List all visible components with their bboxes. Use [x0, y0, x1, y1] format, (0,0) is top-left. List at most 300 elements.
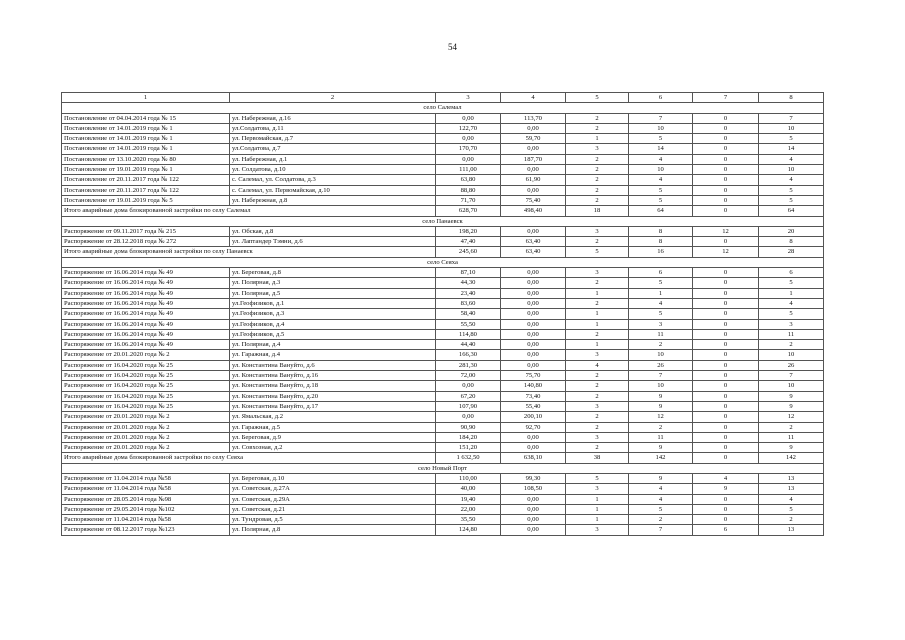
- value-cell: 5: [759, 185, 824, 195]
- address-cell: ул. Константина Вануйто, д.6: [230, 360, 436, 370]
- address-cell: ул.Геофизиков, д.4: [230, 319, 436, 329]
- total-value: 628,70: [436, 206, 501, 216]
- value-cell: 75,40: [501, 195, 566, 205]
- value-cell: 2: [566, 422, 629, 432]
- value-cell: 99,30: [501, 473, 566, 483]
- value-cell: 2: [566, 237, 629, 247]
- total-value: 63,40: [501, 247, 566, 257]
- value-cell: 5: [629, 134, 693, 144]
- table-row: [62, 319, 824, 329]
- value-cell: 8: [629, 237, 693, 247]
- value-cell: 0,00: [501, 515, 566, 525]
- value-cell: 111,00: [436, 165, 501, 175]
- document-cell: Распоряжение от 16.06.2014 года № 49: [62, 319, 230, 329]
- section-row: [62, 257, 824, 267]
- value-cell: 114,80: [436, 329, 501, 339]
- value-cell: 0: [693, 340, 759, 350]
- value-cell: 73,40: [501, 391, 566, 401]
- table-row: [62, 360, 824, 370]
- table-row: [62, 134, 824, 144]
- value-cell: 2: [566, 412, 629, 422]
- value-cell: 4: [759, 175, 824, 185]
- value-cell: 0,00: [501, 165, 566, 175]
- table-row: [62, 422, 824, 432]
- value-cell: 2: [629, 515, 693, 525]
- value-cell: 4: [629, 154, 693, 164]
- document-cell: Распоряжение от 16.06.2014 года № 49: [62, 298, 230, 308]
- value-cell: 5: [759, 195, 824, 205]
- value-cell: 58,40: [436, 309, 501, 319]
- table-row: [62, 278, 824, 288]
- value-cell: 2: [566, 443, 629, 453]
- value-cell: 67,20: [436, 391, 501, 401]
- value-cell: 0,00: [501, 309, 566, 319]
- value-cell: 140,80: [501, 381, 566, 391]
- table-row: [62, 350, 824, 360]
- value-cell: 11: [759, 432, 824, 442]
- value-cell: 2: [566, 381, 629, 391]
- table-row: [62, 309, 824, 319]
- value-cell: 0,00: [501, 319, 566, 329]
- value-cell: 0: [693, 391, 759, 401]
- table-row: [62, 165, 824, 175]
- value-cell: 3: [566, 432, 629, 442]
- total-row: [62, 247, 824, 257]
- value-cell: 61,90: [501, 175, 566, 185]
- value-cell: 14: [759, 144, 824, 154]
- table-row: [62, 113, 824, 123]
- value-cell: 5: [759, 278, 824, 288]
- value-cell: 0,00: [501, 525, 566, 535]
- value-cell: 2: [566, 113, 629, 123]
- value-cell: 40,00: [436, 484, 501, 494]
- value-cell: 9: [759, 391, 824, 401]
- address-cell: ул. Лаптандер Тэмни, д.6: [230, 237, 436, 247]
- value-cell: 0,00: [501, 123, 566, 133]
- value-cell: 2: [566, 195, 629, 205]
- value-cell: 1: [566, 309, 629, 319]
- document-cell: Постановление от 19.01.2019 года № 5: [62, 195, 230, 205]
- value-cell: 0: [693, 113, 759, 123]
- section-row: [62, 216, 824, 226]
- value-cell: 0,00: [501, 329, 566, 339]
- table-row: [62, 473, 824, 483]
- value-cell: 4: [759, 494, 824, 504]
- value-cell: 108,50: [501, 484, 566, 494]
- document-cell: Распоряжение от 11.04.2014 года №58: [62, 484, 230, 494]
- value-cell: 4: [629, 175, 693, 185]
- value-cell: 11: [759, 329, 824, 339]
- document-cell: Распоряжение от 20.01.2020 года № 2: [62, 412, 230, 422]
- section-title: село Новый Порт: [62, 463, 824, 473]
- value-cell: 10: [759, 123, 824, 133]
- address-cell: с. Салемал, ул. Солдатова, д.3: [230, 175, 436, 185]
- value-cell: 0,00: [501, 268, 566, 278]
- total-value: 28: [759, 247, 824, 257]
- address-cell: ул. Полярная, д.4: [230, 340, 436, 350]
- value-cell: 88,80: [436, 185, 501, 195]
- value-cell: 0: [693, 268, 759, 278]
- value-cell: 3: [566, 401, 629, 411]
- value-cell: 9: [629, 443, 693, 453]
- document-cell: Распоряжение от 16.06.2014 года № 49: [62, 340, 230, 350]
- document-cell: Распоряжение от 16.06.2014 года № 49: [62, 288, 230, 298]
- column-number: 7: [693, 93, 759, 103]
- document-cell: Распоряжение от 20.01.2020 года № 2: [62, 422, 230, 432]
- value-cell: 4: [629, 484, 693, 494]
- value-cell: 2: [759, 422, 824, 432]
- value-cell: 1: [629, 288, 693, 298]
- column-number: 3: [436, 93, 501, 103]
- address-cell: ул. Полярная, д.8: [230, 525, 436, 535]
- value-cell: 10: [759, 165, 824, 175]
- value-cell: 44,40: [436, 340, 501, 350]
- address-cell: ул. Советская, д.21: [230, 504, 436, 514]
- table-row: [62, 432, 824, 442]
- total-label: Итого аварийные дома блокированной застройки по селу Сеяха: [62, 453, 436, 463]
- value-cell: 71,70: [436, 195, 501, 205]
- address-cell: ул. Константина Вануйто, д.17: [230, 401, 436, 411]
- table-row: [62, 484, 824, 494]
- value-cell: 0,00: [501, 443, 566, 453]
- value-cell: 0,00: [501, 298, 566, 308]
- value-cell: 0: [693, 329, 759, 339]
- value-cell: 92,70: [501, 422, 566, 432]
- value-cell: 0,00: [436, 154, 501, 164]
- table-row: [62, 237, 824, 247]
- value-cell: 26: [759, 360, 824, 370]
- table-row: [62, 443, 824, 453]
- value-cell: 0,00: [501, 144, 566, 154]
- value-cell: 4: [759, 154, 824, 164]
- table-row: [62, 123, 824, 133]
- document-cell: Распоряжение от 11.04.2014 года №58: [62, 473, 230, 483]
- value-cell: 10: [629, 350, 693, 360]
- column-number: 8: [759, 93, 824, 103]
- value-cell: 2: [759, 515, 824, 525]
- total-label: Итого аварийные дома блокированной застройки по селу Салемал: [62, 206, 436, 216]
- value-cell: 2: [759, 340, 824, 350]
- value-cell: 0,00: [501, 432, 566, 442]
- total-value: 142: [759, 453, 824, 463]
- table-row: [62, 154, 824, 164]
- value-cell: 0,00: [501, 185, 566, 195]
- document-cell: Распоряжение от 16.04.2020 года № 25: [62, 371, 230, 381]
- value-cell: 4: [566, 360, 629, 370]
- table-row: [62, 525, 824, 535]
- value-cell: 11: [629, 432, 693, 442]
- value-cell: 184,20: [436, 432, 501, 442]
- address-cell: ул.Солдатова, д.7: [230, 144, 436, 154]
- value-cell: 4: [629, 494, 693, 504]
- value-cell: 2: [566, 175, 629, 185]
- value-cell: 0,00: [501, 226, 566, 236]
- value-cell: 5: [629, 309, 693, 319]
- value-cell: 0: [693, 422, 759, 432]
- value-cell: 1: [566, 515, 629, 525]
- table-row: [62, 144, 824, 154]
- value-cell: 5: [629, 195, 693, 205]
- document-cell: Распоряжение от 28.12.2018 года № 272: [62, 237, 230, 247]
- total-value: 638,10: [501, 453, 566, 463]
- value-cell: 10: [759, 381, 824, 391]
- document-cell: Постановление от 14.01.2019 года № 1: [62, 134, 230, 144]
- document-cell: Распоряжение от 20.01.2020 года № 2: [62, 443, 230, 453]
- table-row: [62, 288, 824, 298]
- value-cell: 10: [629, 381, 693, 391]
- value-cell: 0: [693, 309, 759, 319]
- value-cell: 0: [693, 494, 759, 504]
- value-cell: 22,00: [436, 504, 501, 514]
- value-cell: 151,20: [436, 443, 501, 453]
- value-cell: 13: [759, 473, 824, 483]
- value-cell: 166,30: [436, 350, 501, 360]
- table-row: [62, 412, 824, 422]
- value-cell: 0,00: [436, 412, 501, 422]
- total-value: 16: [629, 247, 693, 257]
- value-cell: 2: [629, 422, 693, 432]
- document-cell: Распоряжение от 09.11.2017 года № 215: [62, 226, 230, 236]
- section-row: [62, 463, 824, 473]
- value-cell: 0,00: [501, 504, 566, 514]
- value-cell: 0: [693, 515, 759, 525]
- value-cell: 0: [693, 504, 759, 514]
- value-cell: 0: [693, 237, 759, 247]
- value-cell: 0: [693, 298, 759, 308]
- section-row: [62, 103, 824, 113]
- value-cell: 3: [759, 319, 824, 329]
- value-cell: 5: [566, 473, 629, 483]
- value-cell: 110,00: [436, 473, 501, 483]
- value-cell: 0: [693, 350, 759, 360]
- column-number-row: [62, 93, 824, 103]
- address-cell: ул. Ямальская, д.2: [230, 412, 436, 422]
- document-cell: Распоряжение от 16.06.2014 года № 49: [62, 268, 230, 278]
- value-cell: 0: [693, 319, 759, 329]
- value-cell: 12: [759, 412, 824, 422]
- value-cell: 6: [629, 268, 693, 278]
- address-cell: ул. Тундровая, д.5: [230, 515, 436, 525]
- table-row: [62, 268, 824, 278]
- value-cell: 44,30: [436, 278, 501, 288]
- value-cell: 0,00: [436, 134, 501, 144]
- table-row: [62, 391, 824, 401]
- total-value: 18: [566, 206, 629, 216]
- address-cell: ул. Полярная, д.5: [230, 288, 436, 298]
- address-cell: ул. Гаражная, д.5: [230, 422, 436, 432]
- document-cell: Распоряжение от 16.06.2014 года № 49: [62, 309, 230, 319]
- value-cell: 0,00: [501, 340, 566, 350]
- value-cell: 75,70: [501, 371, 566, 381]
- value-cell: 10: [759, 350, 824, 360]
- document-cell: Постановление от 14.01.2019 года № 1: [62, 144, 230, 154]
- document-cell: Постановление от 20.11.2017 года № 122: [62, 175, 230, 185]
- document-cell: Распоряжение от 20.01.2020 года № 2: [62, 432, 230, 442]
- column-number: 2: [230, 93, 436, 103]
- value-cell: 1: [566, 504, 629, 514]
- value-cell: 14: [629, 144, 693, 154]
- value-cell: 47,40: [436, 237, 501, 247]
- value-cell: 0: [693, 412, 759, 422]
- value-cell: 0,00: [436, 381, 501, 391]
- address-cell: ул. Константина Вануйто, д.18: [230, 381, 436, 391]
- column-number: 1: [62, 93, 230, 103]
- value-cell: 63,80: [436, 175, 501, 185]
- total-value: 1 632,50: [436, 453, 501, 463]
- document-cell: Распоряжение от 16.04.2020 года № 25: [62, 360, 230, 370]
- value-cell: 1: [566, 340, 629, 350]
- value-cell: 0: [693, 134, 759, 144]
- value-cell: 83,60: [436, 298, 501, 308]
- address-cell: ул.Геофизиков, д.1: [230, 298, 436, 308]
- value-cell: 13: [759, 484, 824, 494]
- page-number: 54: [448, 42, 457, 52]
- table-row: [62, 340, 824, 350]
- value-cell: 0: [693, 175, 759, 185]
- total-value: 245,60: [436, 247, 501, 257]
- section-title: село Сеяха: [62, 257, 824, 267]
- table-row: [62, 504, 824, 514]
- table-row: [62, 195, 824, 205]
- value-cell: 5: [629, 278, 693, 288]
- value-cell: 0: [693, 432, 759, 442]
- value-cell: 9: [629, 391, 693, 401]
- value-cell: 0: [693, 144, 759, 154]
- value-cell: 2: [566, 165, 629, 175]
- value-cell: 7: [759, 371, 824, 381]
- value-cell: 72,00: [436, 371, 501, 381]
- value-cell: 1: [566, 319, 629, 329]
- address-cell: ул. Константина Вануйто, д.20: [230, 391, 436, 401]
- table-row: [62, 298, 824, 308]
- address-cell: ул. Набережная, д.16: [230, 113, 436, 123]
- value-cell: 4: [629, 298, 693, 308]
- value-cell: 2: [629, 340, 693, 350]
- value-cell: 0: [693, 185, 759, 195]
- value-cell: 200,10: [501, 412, 566, 422]
- value-cell: 2: [566, 278, 629, 288]
- document-cell: Распоряжение от 16.04.2020 года № 25: [62, 401, 230, 411]
- value-cell: 0: [693, 165, 759, 175]
- value-cell: 7: [629, 371, 693, 381]
- address-cell: ул. Солдатова, д.10: [230, 165, 436, 175]
- value-cell: 170,70: [436, 144, 501, 154]
- column-number: 4: [501, 93, 566, 103]
- document-cell: Распоряжение от 16.06.2014 года № 49: [62, 329, 230, 339]
- total-row: [62, 206, 824, 216]
- value-cell: 63,40: [501, 237, 566, 247]
- document-cell: Распоряжение от 20.01.2020 года № 2: [62, 350, 230, 360]
- value-cell: 0: [693, 154, 759, 164]
- value-cell: 8: [759, 237, 824, 247]
- column-number: 6: [629, 93, 693, 103]
- table-row: [62, 401, 824, 411]
- address-cell: ул. Советская, д.29А: [230, 494, 436, 504]
- value-cell: 59,70: [501, 134, 566, 144]
- value-cell: 0: [693, 443, 759, 453]
- value-cell: 5: [759, 134, 824, 144]
- value-cell: 35,50: [436, 515, 501, 525]
- value-cell: 0,00: [501, 360, 566, 370]
- document-cell: Распоряжение от 11.04.2014 года №58: [62, 515, 230, 525]
- section-title: село Салемал: [62, 103, 824, 113]
- value-cell: 0,00: [501, 288, 566, 298]
- value-cell: 12: [693, 226, 759, 236]
- document-cell: Постановление от 19.01.2019 года № 1: [62, 165, 230, 175]
- address-cell: ул. Первомайская, д.7: [230, 134, 436, 144]
- value-cell: 198,20: [436, 226, 501, 236]
- table-row: [62, 371, 824, 381]
- value-cell: 3: [566, 144, 629, 154]
- value-cell: 281,30: [436, 360, 501, 370]
- address-cell: ул. Полярная, д.3: [230, 278, 436, 288]
- table-row: [62, 515, 824, 525]
- section-title: село Панаевск: [62, 216, 824, 226]
- address-cell: ул.Геофизиков, д.5: [230, 329, 436, 339]
- address-cell: ул. Береговая, д.10: [230, 473, 436, 483]
- value-cell: 55,40: [501, 401, 566, 411]
- emergency-housing-table: [61, 92, 824, 536]
- document-cell: Распоряжение от 16.06.2014 года № 49: [62, 278, 230, 288]
- document-cell: Распоряжение от 16.04.2020 года № 25: [62, 381, 230, 391]
- value-cell: 6: [759, 268, 824, 278]
- value-cell: 2: [566, 329, 629, 339]
- value-cell: 9: [629, 401, 693, 411]
- document-cell: Распоряжение от 16.04.2020 года № 25: [62, 391, 230, 401]
- total-row: [62, 453, 824, 463]
- value-cell: 0,00: [501, 494, 566, 504]
- address-cell: ул. Набережная, д.8: [230, 195, 436, 205]
- value-cell: 9: [759, 401, 824, 411]
- value-cell: 3: [566, 268, 629, 278]
- value-cell: 124,80: [436, 525, 501, 535]
- value-cell: 5: [759, 504, 824, 514]
- value-cell: 5: [629, 504, 693, 514]
- table-row: [62, 381, 824, 391]
- value-cell: 1: [566, 494, 629, 504]
- address-cell: ул. Совхозная, д.2: [230, 443, 436, 453]
- value-cell: 0,00: [501, 278, 566, 288]
- value-cell: 3: [566, 350, 629, 360]
- document-cell: Постановление от 04.04.2014 года № 15: [62, 113, 230, 123]
- value-cell: 2: [566, 154, 629, 164]
- value-cell: 7: [629, 525, 693, 535]
- address-cell: ул. Обская, д.8: [230, 226, 436, 236]
- value-cell: 7: [629, 113, 693, 123]
- table-row: [62, 226, 824, 236]
- total-value: 38: [566, 453, 629, 463]
- value-cell: 5: [759, 309, 824, 319]
- address-cell: ул. Береговая, д.8: [230, 268, 436, 278]
- address-cell: ул. Константина Вануйто, д.16: [230, 371, 436, 381]
- total-value: 12: [693, 247, 759, 257]
- value-cell: 13: [759, 525, 824, 535]
- value-cell: 2: [566, 185, 629, 195]
- value-cell: 5: [629, 185, 693, 195]
- value-cell: 1: [566, 288, 629, 298]
- value-cell: 2: [566, 371, 629, 381]
- value-cell: 12: [629, 412, 693, 422]
- value-cell: 0: [693, 288, 759, 298]
- total-value: 64: [759, 206, 824, 216]
- value-cell: 4: [693, 473, 759, 483]
- value-cell: 113,70: [501, 113, 566, 123]
- value-cell: 19,40: [436, 494, 501, 504]
- value-cell: 87,10: [436, 268, 501, 278]
- value-cell: 3: [566, 484, 629, 494]
- total-value: 64: [629, 206, 693, 216]
- value-cell: 10: [629, 123, 693, 133]
